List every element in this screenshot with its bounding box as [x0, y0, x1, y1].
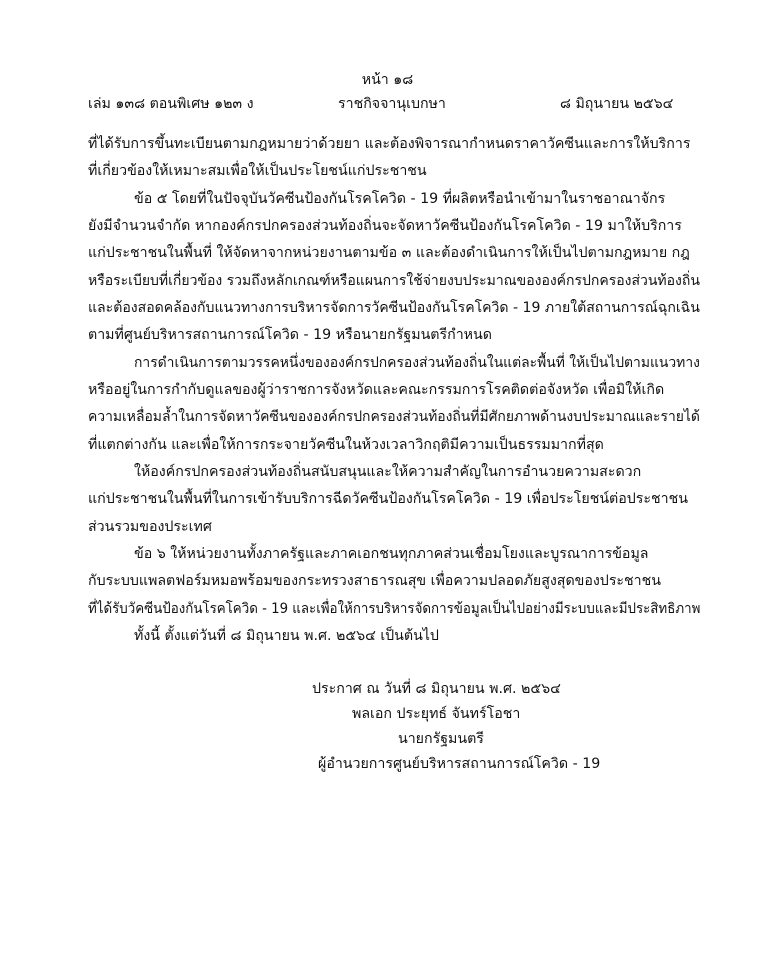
body-line: ยังมีจำนวนจำกัด หากองค์กรปกครองส่วนท้องถิ่นจะจัดหาวัคซีนป้องกันโรคโควิด - 19 มาให้บริการ: [88, 218, 682, 234]
body-line: ที่แตกต่างกัน และเพื่อให้การกระจายวัคซีนในห้วงเวลาวิกฤติมีความเป็นธรรมมากที่สุด: [88, 437, 604, 453]
signatory-name: พลเอก ประยุทธ์ จันทร์โอชา: [352, 706, 521, 722]
body-line: ตามที่ศูนย์บริหารสถานการณ์โควิด - 19 หรือนายกรัฐมนตรีกำหนด: [88, 327, 492, 343]
body-line: ที่ได้รับการขึ้นทะเบียนตามกฎหมายว่าด้วยยา และต้องพิจารณากำหนดราคาวัคซีนและการให้บริการ: [88, 136, 691, 152]
volume-issue: เล่ม ๑๓๘ ตอนพิเศษ ๑๒๓ ง: [88, 96, 254, 112]
body-line: แก่ประชาชนในพื้นที่ ให้จัดหาจากหน่วยงานตามข้อ ๓ และต้องดำเนินการให้เป็นไปตามกฎหมาย กฎ: [88, 245, 690, 261]
body-line: กับระบบแพลตฟอร์มหมอพร้อมของกระทรวงสาธารณสุข เพื่อความปลอดภัยสูงสุดของประชาชน: [88, 573, 661, 589]
body-line: ที่ได้รับวัคซีนป้องกันโรคโควิด - 19 และเพื่อให้การบริหารจัดการข้อมูลเป็นไปอย่างมีระบบและมีประสิทธิภาพ: [88, 601, 701, 617]
gazette-title: ราชกิจจานุเบกษา: [338, 96, 446, 112]
body-line: และต้องสอดคล้องกับแนวทางการบริหารจัดการวัคซีนป้องกันโรคโควิด - 19 ภายใต้สถานการณ์ฉุกเฉิน: [88, 300, 700, 316]
page-number: หน้า ๑๘: [361, 72, 414, 88]
body-line: ความเหลื่อมล้ำในการจัดหาวัคซีนขององค์กรปกครองส่วนท้องถิ่นที่มีศักยภาพด้านงบประมาณและรายได้: [88, 409, 700, 425]
paragraph-start: การดำเนินการตามวรรคหนึ่งขององค์กรปกครองส่วนท้องถิ่นในแต่ละพื้นที่ ให้เป็นไปตามแนวทาง: [134, 355, 700, 371]
clause-5: ข้อ ๕ โดยที่ในปัจจุบันวัคซีนป้องกันโรคโควิด - 19 ที่ผลิตหรือนำเข้ามาในราชอาณาจักร: [134, 191, 666, 207]
body-line: หรือระเบียบที่เกี่ยวข้อง รวมถึงหลักเกณฑ์หรือแผนการใช้จ่ายงบประมาณขององค์กรปกครองส่วนท้องถิ่น: [88, 273, 700, 289]
signatory-role: ผู้อำนวยการศูนย์บริหารสถานการณ์โควิด - 19: [318, 756, 601, 772]
effective-date-line: ทั้งนี้ ตั้งแต่วันที่ ๘ มิถุนายน พ.ศ. ๒๕๖๔ เป็นต้นไป: [134, 628, 439, 644]
body-line: ที่เกี่ยวข้องให้เหมาะสมเพื่อให้เป็นประโยชน์แก่ประชาชน: [88, 163, 427, 179]
clause-6: ข้อ ๖ ให้หน่วยงานทั้งภาครัฐและภาคเอกชนทุกภาคส่วนเชื่อมโยงและบูรณาการข้อมูล: [134, 546, 649, 562]
body-line: แก่ประชาชนในพื้นที่ในการเข้ารับบริการฉีดวัคซีนป้องกันโรคโควิด - 19 เพื่อประโยชน์ต่อประชาชน: [88, 491, 688, 507]
body-line: หรืออยู่ในการกำกับดูแลของผู้ว่าราชการจังหวัดและคณะกรรมการโรคติดต่อจังหวัด เพื่อมิให้เกิด: [88, 382, 665, 398]
paragraph-start: ให้องค์กรปกครองส่วนท้องถิ่นสนับสนุนและให้ความสำคัญในการอำนวยความสะดวก: [134, 464, 642, 480]
announcement-date: ประกาศ ณ วันที่ ๘ มิถุนายน พ.ศ. ๒๕๖๔: [312, 681, 561, 697]
publication-date: ๘ มิถุนายน ๒๕๖๔: [560, 96, 674, 112]
signatory-position: นายกรัฐมนตรี: [398, 731, 484, 747]
body-line: ส่วนรวมของประเทศ: [88, 519, 212, 535]
